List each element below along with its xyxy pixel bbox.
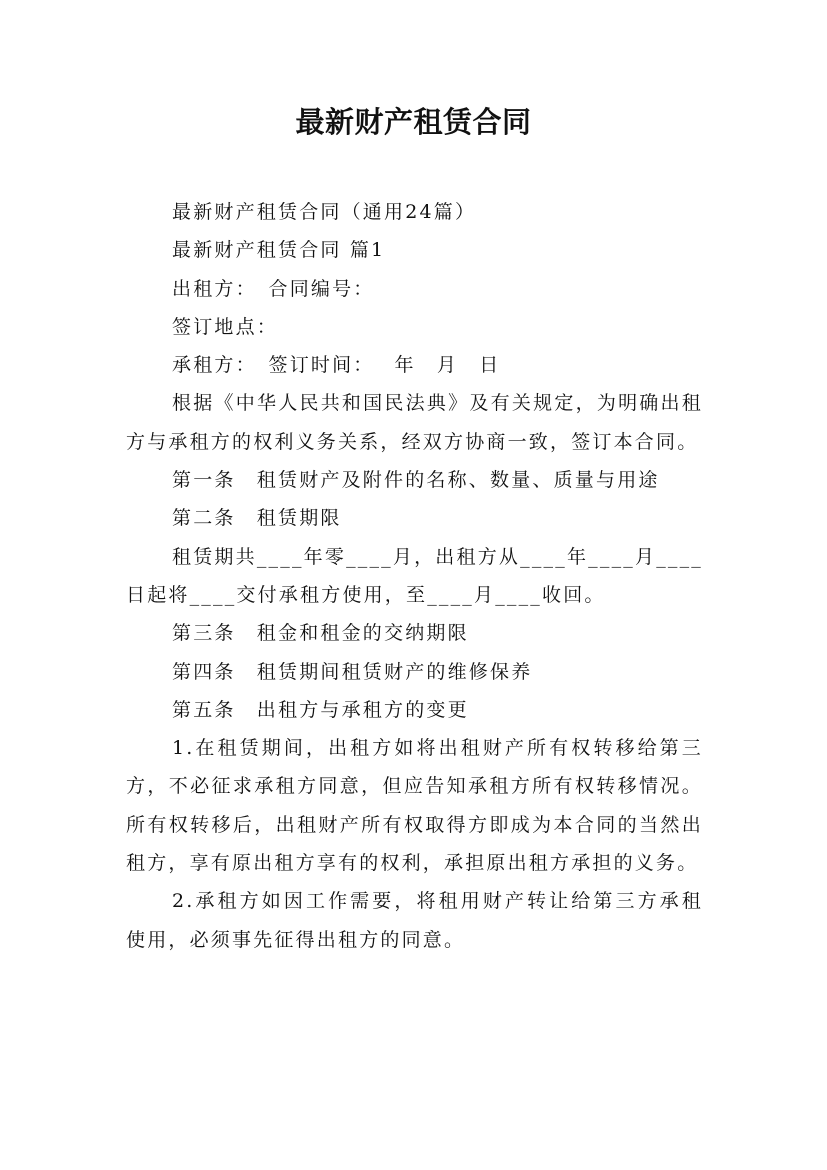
clause-2-paragraph: 2.承租方如因工作需要，将租用财产转让给第三方承租使用，必须事先征得出租方的同意。 [126,890,703,951]
preamble-paragraph: 根据《中华人民共和国民法典》及有关规定，为明确出租方与承租方的权利义务关系，经双方协商一致，签订本合同。 [126,392,703,453]
lease-term-paragraph: 租赁期共____年零____月，出租方从____年____月____日起将____交付承租方使用，至____月____收回。 [126,545,703,606]
document-body [126,193,703,959]
lessee-line: 承租方： 签订时间： 年 月 日 [172,354,501,377]
clause-1-paragraph: 1.在租赁期间，出租方如将出租财产所有权转移给第三方，不必征求承租方同意，但应告知承租方所有权转移情况。所有权转移后，出租财产所有权取得方即成为本合同的当然出租方，享有原出租方享有的权利，承担原出租方承担的义务。 [126,737,703,875]
subtitle-paragraph: 最新财产租赁合同（通用24篇） [172,201,477,223]
signing-place-line: 签订地点： [172,315,279,338]
article-3-heading: 第三条 租金和租金的交纳期限 [172,622,469,645]
article-5-heading: 第五条 出租方与承租方的变更 [172,698,469,721]
lessor-line: 出租方： 合同编号： [172,277,375,300]
article-4-heading: 第四条 租赁期间租赁财产的维修保养 [172,660,533,683]
section-heading-paragraph: 最新财产租赁合同 篇1 [172,239,386,262]
article-2-heading: 第二条 租赁期限 [172,507,342,530]
article-1-heading: 第一条 租赁财产及附件的名称、数量、质量与用途 [172,469,660,492]
document-title: 最新财产租赁合同 [295,105,532,139]
